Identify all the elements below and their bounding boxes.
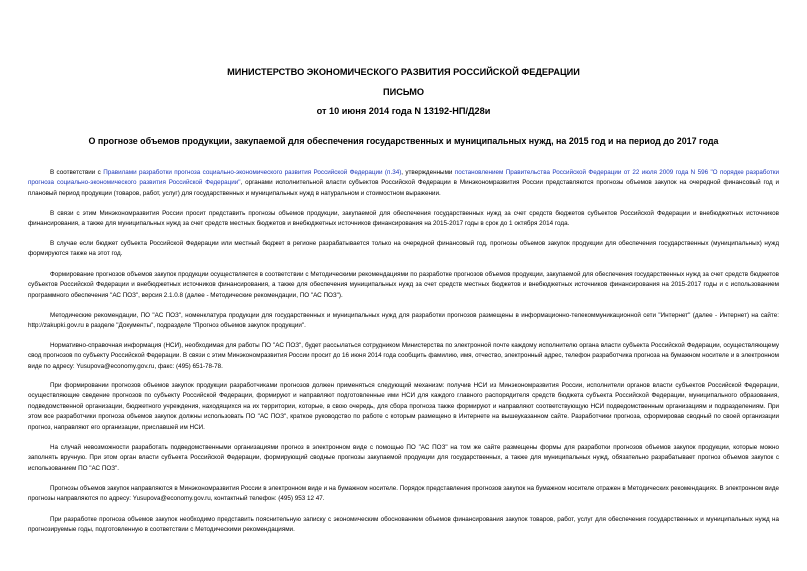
paragraph-9: Прогнозы объемов закупок направляются в Минэкономразвития России в электронном виде и на бумажном носителе. Порядок представления прогнозов закупок на бумажном носителе отражен в Методических рекомендациях. В электронном виде прогнозы направляются по адресу: Yusupova@economy.gov.ru, контактный телефон: (495) 953 12 47. bbox=[28, 485, 779, 503]
paragraph-1 bbox=[28, 168, 779, 199]
issuing-authority: МИНИСТЕРСТВО ЭКОНОМИЧЕСКОГО РАЗВИТИЯ РОССИЙСКОЙ ФЕДЕРАЦИИ bbox=[227, 67, 580, 77]
document-number-date: от 10 июня 2014 года N 13192-НП/Д28и bbox=[316, 106, 491, 116]
document-subject: О прогнозе объемов продукции, закупаемой для обеспечения государственных и муниципальных нужд, на 2015 год и на период до 2017 года bbox=[88, 136, 719, 146]
paragraph-1-intro: В соответствии с bbox=[50, 169, 104, 176]
paragraph-1-mid: , утвержденными bbox=[401, 169, 455, 176]
paragraph-10: При разработке прогноза объемов закупок необходимо представить пояснительную записку с экономическим обоснованием объемов финансирования закупок товаров, работ, услуг для обеспечения государственных и муниципальных нужд на прогнозируемые годы, подготовленную в соответствии с Методическими рекомендациями. bbox=[28, 516, 779, 534]
document-type: ПИСЬМО bbox=[382, 87, 425, 97]
paragraph-6: Нормативно-справочная информация (НСИ), необходимая для работы ПО "АС ПОЗ", будет рассылаться сотрудником Министерства по электронной почте каждому исполнителю органа власти субъекта Российской Федерации, осуществляющему свод прогнозов по субъекту Российской Федерации. В связи с этим Минэкономразвития России просит до 16 июня 2014 года сообщить фамилию, имя, отчество, электронный адрес, телефон разработчика прогноза на бумажном носителе и в электронном виде по адресу: Yusupova@economy.gov.ru, факс: (495) 651-78-78. bbox=[28, 342, 779, 370]
paragraph-8: На случай невозможности разработать подведомственными организациями прогноз в электронном виде с помощью ПО "АС ПОЗ" на том же сайте размещены формы для разработки прогнозов объемов закупок продукции, которые можно заполнять вручную. При этом орган власти субъекта Российской Федерации, формирующий сводные прогнозы закупаемой продукции для государственных, а также для муниципальных нужд, обязательно разрабатывает прогноз объемов закупок с использованием ПО "АС ПОЗ". bbox=[28, 444, 779, 472]
paragraph-2: В связи с этим Минэкономразвития России просит представить прогнозы объемов продукции, закупаемой для обеспечения государственных нужд за счет средств бюджетов субъектов Российской Федерации и внебюджетных источников финансирования, а также для муниципальных нужд за счет средств местных бюджетов и внебюджетных источников финансирования на 2015-2017 годы в срок до 1 октября 2014 года. bbox=[28, 210, 779, 228]
paragraph-3: В случае если бюджет субъекта Российской Федерации или местный бюджет в регионе разрабатывается только на очередной финансовый год, прогнозы объемов закупок продукции для обеспечения государственных (муниципальных) нужд формируются также на этот год. bbox=[28, 240, 779, 258]
paragraph-7: При формировании прогнозов объемов закупок продукции разработчиками прогнозов должен применяться следующий механизм: получив НСИ из Минэкономразвития России, исполнители органов власти субъектов Российской Федерации, осуществляющие сведение прогнозов по субъекту Российской Федерации, формируют и направляют подготовленные ими НСИ для каждого главного распорядителя средств бюджета субъекта Российской Федерации, муниципального образования, подведомственной организации, бюджетного учреждения, находящихся на их территории, которые, в свою очередь, для сбора прогноза также формируют и направляют соответствующую НСИ подведомственным организациям и подразделениям. При этом все разработчики прогноза объемов закупок должны использовать ПО "АС ПОЗ", краткое руководство по работе с которым размещено в Интернете на вышеуказанном сайте. Разработчики прогноза, сформировав сводный по своей организации прогноз, направляют его организации, приславшей им НСИ. bbox=[28, 382, 779, 431]
paragraph-1-rest: , органами исполнительной власти субъектов Российской Федерации в Минэкономразвития России представляются прогнозы объемов закупок на очередной финансовый год и плановый период продукции (товаров, работ, услуг) для государственных и муниципальных нужд в натуральном и стоимостном выражении. bbox=[28, 179, 780, 197]
paragraph-4: Формирование прогнозов объемов закупок продукции осуществляется в соответствии с Методическими рекомендациями по разработке прогнозов объемов продукции, закупаемой для обеспечения государственных нужд за счет средств бюджетов субъектов Российской Федерации и внебюджетных источников финансирования, а также для обеспечения муниципальных нужд за счет средств местных бюджетов и внебюджетных источников финансирования на 2015-2017 годы и с использованием программного обеспечения "АС ПОЗ", версия 2.1.0.8 (далее - Методические рекомендации, ПО "АС ПОЗ"). bbox=[28, 271, 779, 299]
paragraph-5: Методические рекомендации, ПО "АС ПОЗ", номенклатура продукции для государственных и муниципальных нужд для разработки прогнозов размещены в информационно-телекоммуникационной сети "Интернет" (далее - Интернет) на сайте: http://zakupki.gov.ru в разделе "Документы", подразделе "Прогноз объемов закупок продукции". bbox=[28, 312, 779, 330]
rules-link[interactable]: Правилами разработки прогноза социально-экономического развития Российской Федерации (п.34) bbox=[103, 169, 402, 176]
government-decree-link[interactable]: постановлением Правительства Российской Федерации от 22 июля 2009 года N 596 "О порядке разработки прогноза социально-экономического развития Российской Федерации" bbox=[28, 169, 780, 187]
